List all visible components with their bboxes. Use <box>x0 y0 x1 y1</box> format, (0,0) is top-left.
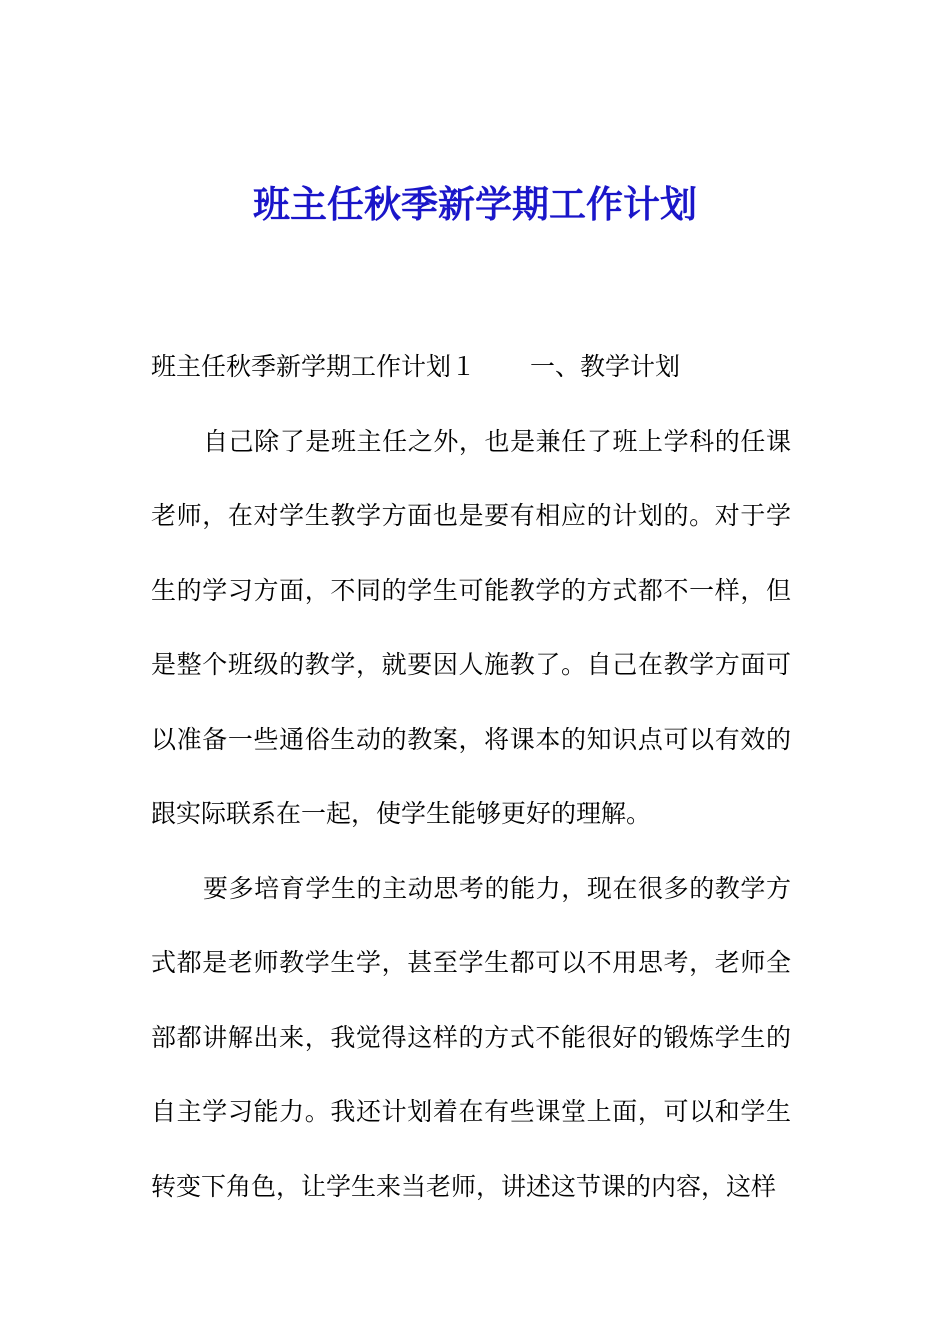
body-paragraph-2: 要多培育学生的主动思考的能力，现在很多的教学方式都是老师教学生学，甚至学生都可以不用思考，老师全部都讲解出来，我觉得这样的方式不能很好的锻炼学生的自主学习能力。我还计划着在有些课堂上面，可以和学生转变下角色，让学生来当老师，讲述这节课的内容，这样 <box>151 873 791 1201</box>
document-body <box>151 330 791 1224</box>
document-title: 班主任秋季新学期工作计划 <box>253 182 697 226</box>
section-heading: 一、教学计划 <box>530 352 681 381</box>
plan-heading: 班主任秋季新学期工作计划１ <box>151 352 477 381</box>
section-heading-line <box>151 330 791 405</box>
body-paragraph-1: 自己除了是班主任之外，也是兼任了班上学科的任课老师，在对学生教学方面也是要有相应的计划的。对于学生的学习方面，不同的学生可能教学的方式都不一样，但是整个班级的教学，就要因人施教了。自己在教学方面可以准备一些通俗生动的教案，将课本的知识点可以有效的跟实际联系在一起，使学生能够更好的理解。 <box>151 426 791 828</box>
